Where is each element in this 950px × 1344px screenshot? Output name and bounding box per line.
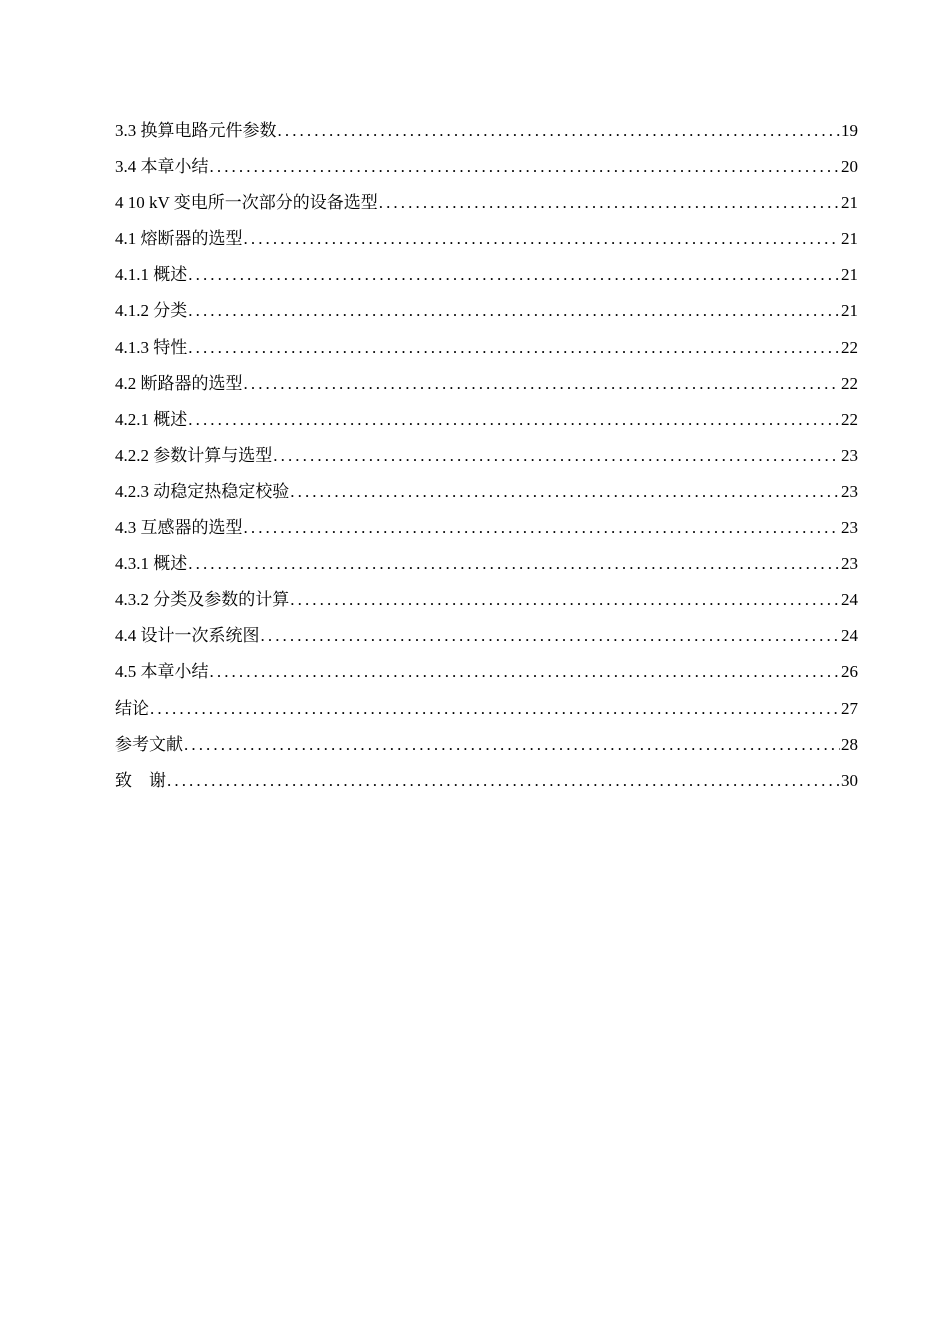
toc-entry-4-3-2[interactable] — [115, 587, 858, 623]
toc-entry-title: 4.2.2 参数计算与选型 — [115, 445, 273, 465]
toc-leader-dots — [188, 335, 840, 361]
table-of-contents — [115, 118, 858, 804]
toc-leader-dots — [244, 515, 841, 541]
toc-entry-page: 23 — [841, 481, 858, 501]
toc-entry-4-1-2[interactable] — [115, 298, 858, 334]
toc-entry-title: 致 谢 — [115, 770, 166, 790]
toc-entry-page: 22 — [841, 337, 858, 357]
toc-entry-title: 4.2.1 概述 — [115, 409, 188, 429]
toc-entry-4-5[interactable] — [115, 659, 858, 695]
toc-entry-title: 4.1 熔断器的选型 — [115, 229, 243, 249]
toc-leader-dots — [379, 190, 840, 216]
toc-entry-4-1[interactable] — [115, 226, 858, 262]
toc-entry-page: 23 — [841, 445, 858, 465]
toc-entry-title: 4.1.3 特性 — [115, 337, 188, 357]
toc-leader-dots — [188, 262, 840, 288]
toc-entry-3-3[interactable] — [115, 118, 858, 154]
toc-leader-dots — [210, 154, 841, 180]
toc-leader-dots — [210, 659, 841, 685]
toc-entry-title: 4.4 设计一次系统图 — [115, 626, 260, 646]
toc-leader-dots — [244, 226, 841, 252]
toc-entry-acknowledgements[interactable] — [115, 768, 858, 804]
toc-entry-title: 结论 — [115, 698, 149, 718]
toc-entry-title: 4.3.2 分类及参数的计算 — [115, 590, 290, 610]
toc-entry-title: 3.4 本章小结 — [115, 157, 209, 177]
toc-leader-dots — [188, 407, 840, 433]
toc-entry-page: 26 — [841, 662, 858, 682]
toc-entry-title: 4.1.1 概述 — [115, 265, 188, 285]
toc-entry-page: 22 — [841, 373, 858, 393]
toc-entry-4-3-1[interactable] — [115, 551, 858, 587]
toc-leader-dots — [184, 732, 840, 758]
toc-entry-page: 21 — [841, 229, 858, 249]
toc-leader-dots — [244, 371, 841, 397]
toc-entry-title: 4.2 断路器的选型 — [115, 373, 243, 393]
toc-entry-4-2-2[interactable] — [115, 443, 858, 479]
toc-entry-3-4[interactable] — [115, 154, 858, 190]
toc-entry-page: 22 — [841, 409, 858, 429]
toc-entry-title: 4 10 kV 变电所一次部分的设备选型 — [115, 193, 378, 213]
toc-entry-4-3[interactable] — [115, 515, 858, 551]
toc-entry-title: 4.3 互感器的选型 — [115, 518, 243, 538]
toc-entry-page: 27 — [841, 698, 858, 718]
toc-leader-dots — [278, 118, 841, 144]
toc-entry-4-2-1[interactable] — [115, 407, 858, 443]
toc-leader-dots — [290, 479, 840, 505]
toc-entry-4-1-3[interactable] — [115, 335, 858, 371]
toc-entry-title: 4.1.2 分类 — [115, 301, 188, 321]
toc-entry-conclusion[interactable] — [115, 696, 858, 732]
toc-entry-page: 20 — [841, 157, 858, 177]
toc-entry-page: 21 — [841, 301, 858, 321]
toc-entry-page: 28 — [841, 734, 858, 754]
toc-leader-dots — [188, 298, 840, 324]
toc-entry-page: 24 — [841, 590, 858, 610]
toc-entry-page: 23 — [841, 554, 858, 574]
toc-entry-page: 21 — [841, 193, 858, 213]
toc-leader-dots — [150, 696, 840, 722]
toc-entry-title: 参考文献 — [115, 734, 183, 754]
toc-leader-dots — [167, 768, 840, 794]
toc-entry-4[interactable] — [115, 190, 858, 226]
toc-entry-title: 4.2.3 动稳定热稳定校验 — [115, 481, 290, 501]
toc-entry-4-2[interactable] — [115, 371, 858, 407]
toc-entry-4-4[interactable] — [115, 623, 858, 659]
toc-entry-title: 3.3 换算电路元件参数 — [115, 121, 277, 140]
toc-entry-4-2-3[interactable] — [115, 479, 858, 515]
toc-entry-title: 4.5 本章小结 — [115, 662, 209, 682]
toc-entry-4-1-1[interactable] — [115, 262, 858, 298]
toc-entry-page: 21 — [841, 265, 858, 285]
toc-entry-page: 30 — [841, 770, 858, 790]
toc-entry-title: 4.3.1 概述 — [115, 554, 188, 574]
toc-entry-page: 23 — [841, 518, 858, 538]
toc-leader-dots — [290, 587, 840, 613]
toc-entry-references[interactable] — [115, 732, 858, 768]
toc-leader-dots — [273, 443, 840, 469]
toc-entry-page: 24 — [841, 626, 858, 646]
toc-leader-dots — [261, 623, 841, 649]
toc-entry-page: 19 — [841, 121, 858, 140]
toc-leader-dots — [188, 551, 840, 577]
